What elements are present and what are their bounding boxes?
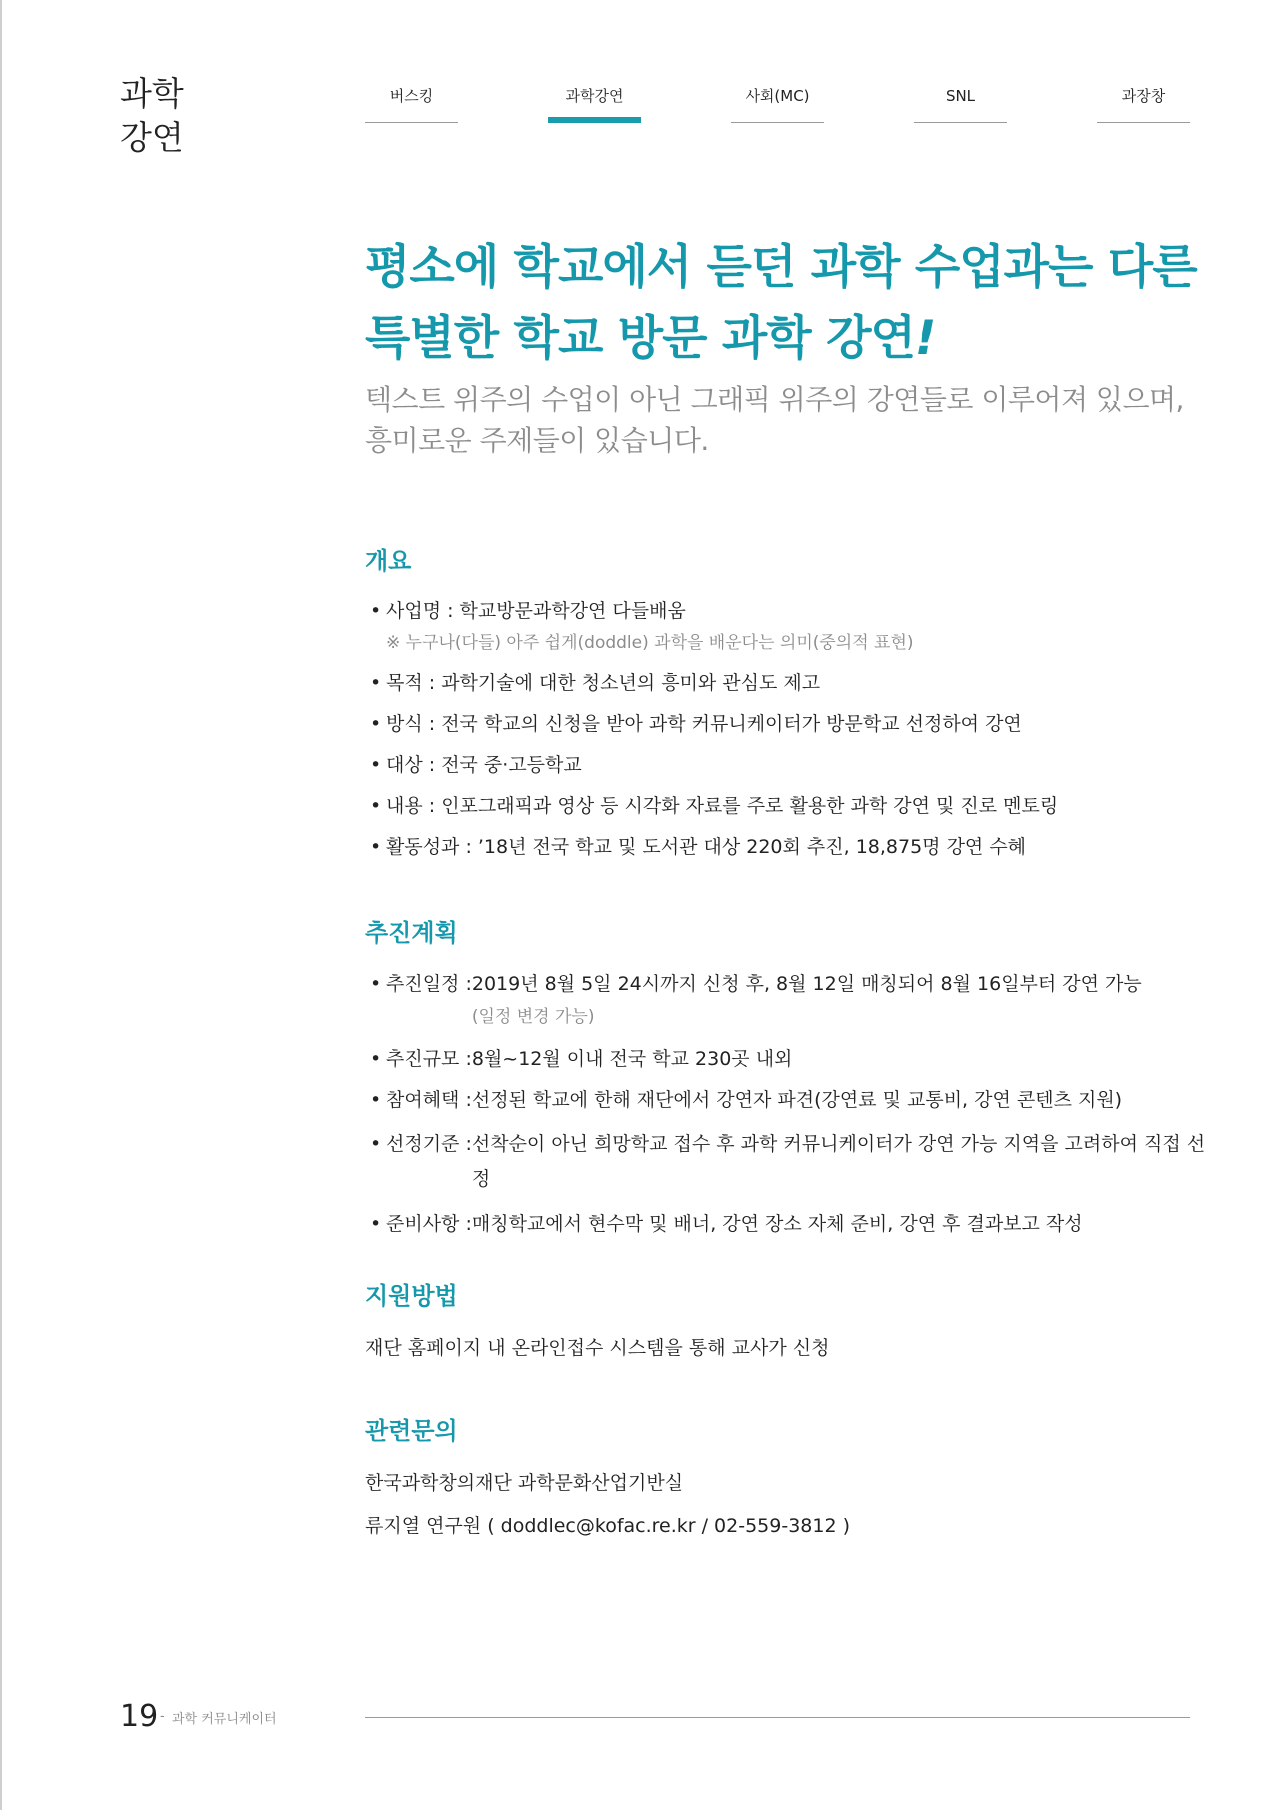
headline-line2: 특별한 학교 방문 과학 강연 [365, 311, 915, 366]
overview-list [370, 598, 1210, 860]
bullet-dot: • [370, 713, 382, 735]
section-tabs [365, 86, 1190, 124]
overview-item-text: 내용 : 인포그래픽과 영상 등 시각화 자료를 주로 활용한 과학 강연 및 진로 멘토링 [386, 795, 1059, 817]
overview-item-text: 방식 : 전국 학교의 신청을 받아 과학 커뮤니케이터가 방문학교 선정하여 강연 [386, 713, 1022, 735]
subhead-line2: 흥미로운 주제들이 있습니다. [365, 424, 709, 457]
subhead [365, 379, 1205, 461]
headline-line1: 평소에 학교에서 듣던 과학 수업과는 다른 [365, 240, 1197, 295]
plan-item-label: 준비사항 : [386, 1213, 472, 1235]
plan-item-label: 선정기준 : [386, 1133, 472, 1155]
plan-item-value: 선착순이 아닌 희망학교 접수 후 과학 커뮤니케이터가 강연 가능 지역을 고려하여 직접 선정 [471, 1133, 1206, 1190]
headline [365, 232, 1205, 374]
bullet-dot: • [370, 672, 382, 694]
plan-item-label: 참여혜택 : [386, 1089, 472, 1111]
section-title-line1: 과학 [120, 74, 184, 113]
plan-item-label: 추진규모 : [386, 1048, 472, 1070]
bullet-dot: • [370, 600, 382, 622]
plan-item-value: 8월~12월 이내 전국 학교 230곳 내외 [471, 1048, 793, 1070]
footer-separator: - [160, 1709, 165, 1724]
tab-busking[interactable]: 버스킹 [365, 86, 458, 123]
bullet-dot: • [370, 754, 382, 776]
overview-item-text: 사업명 : 학교방문과학강연 다들배움 [386, 600, 686, 622]
contact-line1: 한국과학창의재단 과학문화산업기반실 [365, 1472, 684, 1494]
plan-item-value: 매칭학교에서 현수막 및 배너, 강연 장소 자체 준비, 강연 후 결과보고 작성 [471, 1213, 1083, 1235]
list-item [370, 711, 1210, 737]
page-edge-rule [0, 0, 2, 1810]
bullet-dot: • [370, 795, 382, 817]
overview-item-note: ※ 누구나(다들) 아주 쉽게(doddle) 과학을 배운다는 의미(중의적 표현) [386, 633, 914, 653]
list-item [370, 793, 1210, 819]
headline-exclamation: ! [914, 311, 936, 366]
bullet-dot: • [370, 1213, 382, 1235]
bullet-dot: • [370, 1133, 382, 1155]
list-item [370, 970, 1210, 1031]
overview-item-text: 대상 : 전국 중·고등학교 [386, 754, 582, 776]
list-item [370, 1210, 1210, 1238]
section-title [120, 72, 184, 160]
plan-item-value: 선정된 학교에 한해 재단에서 강연자 파견(강연료 및 교통비, 강연 콘텐츠 지원) [471, 1089, 1123, 1111]
contact-heading: 관련문의 [365, 1417, 458, 1445]
contact-line2: 류지열 연구원 ( doddlec@kofac.re.kr / 02-559-3812 ) [365, 1515, 851, 1537]
plan-item-label: 추진일정 : [386, 973, 472, 995]
footer-rule [365, 1717, 1190, 1718]
list-item [370, 1127, 1210, 1197]
bullet-dot: • [370, 836, 382, 858]
support-heading: 지원방법 [365, 1282, 458, 1310]
tab-gwajangchang[interactable]: 과장창 [1097, 86, 1190, 123]
bullet-dot: • [370, 973, 382, 995]
plan-item-value: 2019년 8월 5일 24시까지 신청 후, 8월 12일 매칭되어 8월 16일부터 강연 가능 [471, 973, 1142, 995]
list-item [370, 834, 1210, 860]
section-title-line2: 강연 [120, 118, 184, 157]
bullet-dot: • [370, 1048, 382, 1070]
overview-heading: 개요 [365, 547, 412, 575]
tab-mc[interactable]: 사회(MC) [731, 86, 824, 123]
footer-label: 과학 커뮤니케이터 [172, 1712, 277, 1727]
list-item [370, 1086, 1210, 1114]
overview-item-text: 활동성과 : ’18년 전국 학교 및 도서관 대상 220회 추진, 18,875명 강연 수혜 [386, 836, 1027, 858]
list-item [370, 598, 1210, 656]
list-item [370, 752, 1210, 778]
subhead-line1: 텍스트 위주의 수업이 아닌 그래픽 위주의 강연들로 이루어져 있으며, [365, 383, 1184, 416]
page-number: 19 [120, 1699, 159, 1734]
tab-snl[interactable]: SNL [914, 86, 1007, 123]
plan-item-note: (일정 변경 가능) [471, 1007, 595, 1027]
overview-item-text: 목적 : 과학기술에 대한 청소년의 흥미와 관심도 제고 [386, 672, 821, 694]
list-item [370, 1045, 1210, 1073]
support-text: 재단 홈페이지 내 온라인접수 시스템을 통해 교사가 신청 [365, 1337, 830, 1359]
plan-heading: 추진계획 [365, 919, 458, 947]
plan-item-value-wrap [472, 970, 1210, 1031]
bullet-dot: • [370, 1089, 382, 1111]
tab-science-lecture[interactable]: 과학강연 [548, 86, 641, 123]
plan-list [370, 970, 1210, 1238]
list-item [370, 670, 1210, 696]
